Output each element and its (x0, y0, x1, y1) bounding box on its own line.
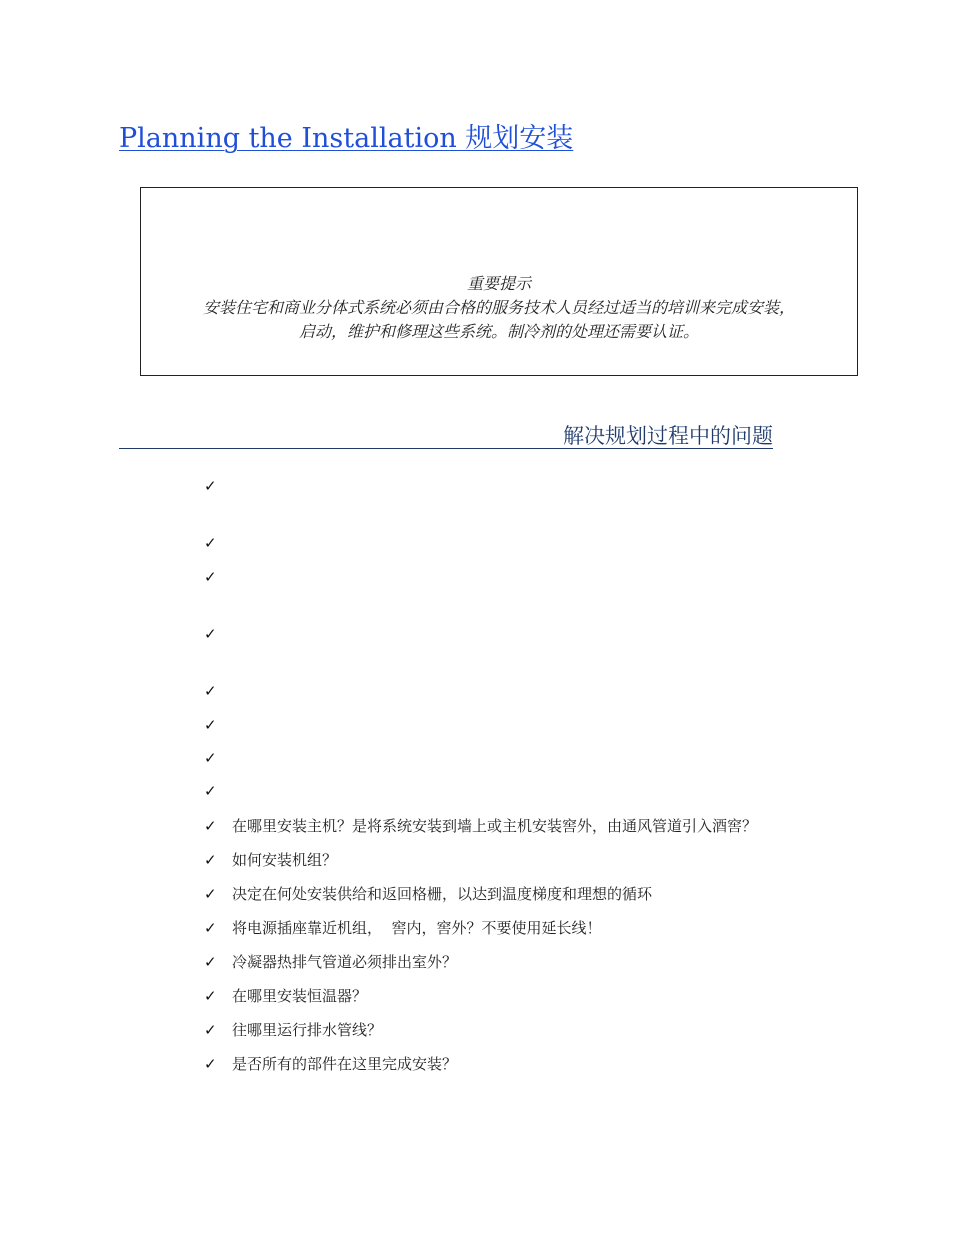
important-notice-box (140, 187, 858, 376)
checkmark-icon: ✓ (204, 782, 217, 800)
checklist-item (204, 882, 844, 906)
checkmark-icon: ✓ (204, 817, 217, 835)
checklist-item (204, 950, 844, 974)
checkmark-icon: ✓ (204, 919, 217, 937)
checklist-item (204, 531, 844, 555)
checklist-item (204, 679, 844, 703)
checklist-item (204, 916, 844, 940)
checklist-item (204, 984, 844, 1008)
checkmark-icon: ✓ (204, 682, 217, 700)
checklist-item (204, 1018, 844, 1042)
checkmark-icon: ✓ (204, 851, 217, 869)
checklist-item (204, 622, 844, 646)
checklist-item-label: 将电源插座靠近机组， 窖内，窖外？不要使用延长线！ (232, 919, 602, 937)
checklist-item (204, 746, 844, 770)
checkmark-icon: ✓ (204, 477, 217, 495)
notice-text-line-2: 启动，维护和修理这些系统。制冷剂的处理还需要认证。 (298, 322, 699, 341)
section-heading-text: 解决规划过程中的问题 (563, 424, 773, 448)
checkmark-icon: ✓ (204, 749, 217, 767)
checklist-item (204, 848, 844, 872)
section-heading (119, 420, 773, 449)
checklist-item (204, 565, 844, 589)
checklist-item-label: 如何安装机组？ (232, 851, 338, 869)
checkmark-icon: ✓ (204, 716, 217, 734)
checkmark-icon: ✓ (204, 625, 217, 643)
checklist-item (204, 713, 844, 737)
checklist-item-label: 冷凝器热排气管道必须排出室外？ (232, 953, 458, 971)
checkmark-icon: ✓ (204, 1021, 217, 1039)
checkmark-icon: ✓ (204, 953, 217, 971)
notice-text-line-1: 安装住宅和商业分体式系统必须由合格的服务技术人员经过适当的培训来完成安装， (202, 298, 795, 317)
checklist-item-label: 往哪里运行排水管线？ (232, 1021, 383, 1039)
checkmark-icon: ✓ (204, 1055, 217, 1073)
checkmark-icon: ✓ (204, 534, 217, 552)
checklist-item-label: 在哪里安装主机？是将系统安装到墙上或主机安装窖外，由通风管道引入酒窖？ (232, 817, 758, 835)
checklist-item-label: 在哪里安装恒温器？ (232, 987, 368, 1005)
checkmark-icon: ✓ (204, 568, 217, 586)
checkmark-icon: ✓ (204, 987, 217, 1005)
checklist-item (204, 474, 844, 498)
checklist-item-label: 是否所有的部件在这里完成安装？ (232, 1055, 458, 1073)
checklist-item (204, 1052, 844, 1076)
checklist-item-label: 决定在何处安装供给和返回格栅，以达到温度梯度和理想的循环 (232, 885, 653, 903)
notice-heading: 重要提示 (466, 274, 531, 293)
checklist-item (204, 779, 844, 803)
checkmark-icon: ✓ (204, 885, 217, 903)
page-title-link[interactable]: Planning the Installation 规划安装 (119, 123, 574, 154)
checklist-item (204, 814, 844, 838)
